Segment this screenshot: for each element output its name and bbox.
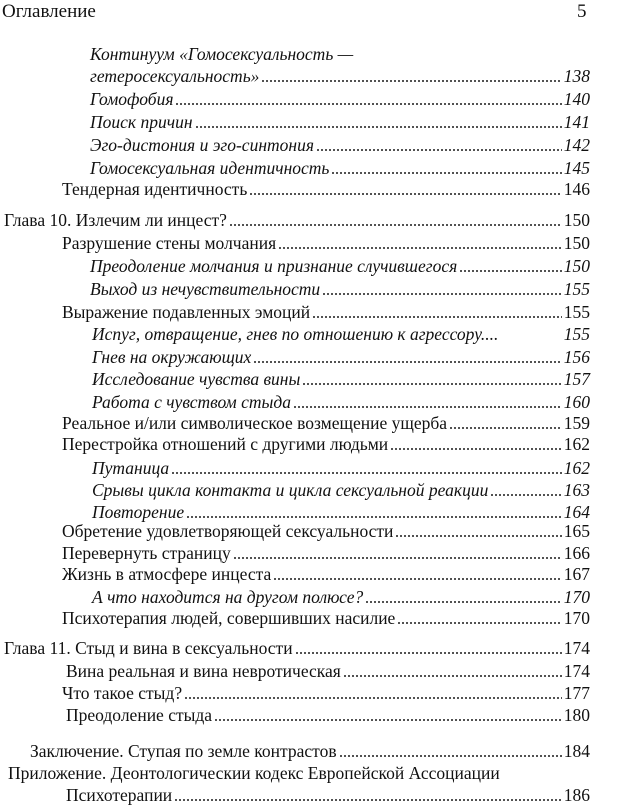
dot-leader <box>175 101 561 106</box>
toc-entry-title: Поиск причин <box>90 112 193 132</box>
toc-entry-title: Реальное и/или символическое возмещение ущерба <box>62 413 448 433</box>
toc-entry <box>66 659 590 683</box>
dot-leader <box>278 245 562 250</box>
toc-entry <box>62 519 590 543</box>
dot-leader <box>253 359 561 364</box>
toc-entry-page: 160 <box>563 392 590 412</box>
toc-entry-title: Что такое стыд? <box>62 683 183 703</box>
toc-entry-page: 166 <box>563 543 590 563</box>
toc-entry-title: Перевернуть страницу <box>62 543 231 563</box>
toc-entry-page: 184 <box>563 741 590 761</box>
toc-entry-page: 162 <box>563 458 590 478</box>
toc-entry-page: 157 <box>563 369 590 389</box>
toc-entry-title: Исследование чувства вины <box>92 369 301 389</box>
dot-leader <box>249 191 561 196</box>
toc-entry-page: 159 <box>563 413 590 433</box>
dot-leader <box>339 753 562 758</box>
toc-entry-title: Преодоление молчания и признание случившегося <box>90 256 458 276</box>
toc-entry <box>62 177 590 201</box>
toc-entry-page: 150 <box>563 256 590 276</box>
toc-entry-title: Приложение. Деонтологическии кодекс Европейской Ассоциации <box>8 763 500 783</box>
toc-entry-page: 140 <box>563 89 590 109</box>
toc-entry-page: 165 <box>563 521 590 541</box>
dot-leader <box>261 78 561 83</box>
dot-leader <box>233 555 562 560</box>
toc-entry-page: 174 <box>563 661 590 681</box>
toc-entry <box>90 87 590 111</box>
dot-leader <box>174 797 562 802</box>
dot-leader <box>449 425 562 430</box>
dot-leader <box>184 695 562 700</box>
toc-entry-title: Путаница <box>92 458 170 478</box>
page-number: 5 <box>577 1 587 22</box>
toc-entry <box>66 703 590 727</box>
toc-entry-page: 170 <box>563 587 590 607</box>
toc-entry <box>90 42 353 66</box>
toc-entry-title: Континуум «Гомосексуальность — <box>90 44 354 64</box>
toc-entry-title: Тендерная идентичность <box>62 179 248 199</box>
toc-entry <box>92 322 590 346</box>
toc-entry <box>92 367 590 391</box>
toc-entry <box>62 681 590 705</box>
toc-entry-title: Повторение <box>92 502 185 522</box>
toc-entry-title: Перестройка отношений с другими людьми <box>62 434 389 454</box>
toc-entry-page: 142 <box>563 135 590 155</box>
toc-entry-title: Глава 11. Стыд и вина в сексуальности <box>4 638 293 658</box>
toc-entry-page: 177 <box>563 683 590 703</box>
toc-entry <box>92 478 590 502</box>
toc-entry-page: 145 <box>563 158 590 178</box>
dot-leader <box>295 650 562 655</box>
dot-leader <box>490 492 561 497</box>
toc-entry-page: 167 <box>563 564 590 584</box>
dot-leader <box>390 446 562 451</box>
dot-leader <box>331 170 561 175</box>
toc-entry-title: Срывы цикла контакта и цикла сексуальной реакции <box>92 480 489 500</box>
toc-entry-title: Гомосексуальная идентичность <box>90 158 330 178</box>
toc-entry <box>90 254 590 278</box>
toc-entry-page: 150 <box>563 233 590 253</box>
toc-entry-page: 164 <box>563 502 590 522</box>
dot-leader <box>316 147 562 152</box>
dot-leader <box>302 381 561 386</box>
toc-entry-title: Обретение удовлетворяющей сексуальности <box>62 521 394 541</box>
toc-entry <box>8 761 500 785</box>
toc-entry-page: 156 <box>563 347 590 367</box>
toc-entry <box>90 64 590 88</box>
toc-entry-title: Выход из нечувствительности <box>90 279 321 299</box>
toc-entry <box>92 345 590 369</box>
toc-entry-page: 146 <box>563 179 590 199</box>
toc-entry-title: Работа с чувством стыда <box>92 392 291 412</box>
toc-entry-title: Эго-дистония и эго-синтония <box>90 135 314 155</box>
toc-entry <box>90 133 590 157</box>
toc-entry <box>66 783 590 807</box>
toc-entry-title: Разрушение стены молчания <box>62 233 277 253</box>
dot-leader <box>395 533 561 538</box>
dot-leader <box>214 717 562 722</box>
toc-entry-page: 170 <box>563 608 590 628</box>
toc-entry-title: Гнев на окружающих <box>92 347 252 367</box>
toc-entry <box>90 110 590 134</box>
toc-entry <box>4 208 590 232</box>
toc-entry-page: 155 <box>563 302 590 322</box>
running-header-title: Оглавление <box>2 1 96 22</box>
dot-leader <box>195 124 562 129</box>
toc-entry-page: 155 <box>563 324 590 344</box>
toc-entry-page: 186 <box>563 785 590 805</box>
dot-leader <box>365 599 562 604</box>
toc-entry-title: А что находится на другом полюсе? <box>92 587 364 607</box>
toc-entry-title: Преодоление стыда <box>66 705 213 725</box>
toc-entry-title: Заключение. Ступая по земле контрастов <box>30 741 337 761</box>
toc-entry <box>62 432 590 456</box>
toc-entry-page: 163 <box>563 480 590 500</box>
toc-entry-title: Жизнь в атмосфере инцеста <box>62 564 272 584</box>
dot-leader <box>293 404 562 409</box>
dot-leader <box>459 268 562 273</box>
toc-entry-page: 141 <box>563 112 590 132</box>
toc-entry-title: Выражение подавленных эмоций <box>62 302 311 322</box>
toc-entry-title: Глава 10. Излечим ли инцест? <box>4 210 227 230</box>
dot-leader <box>229 222 562 227</box>
toc-entry <box>92 456 590 480</box>
dot-leader <box>397 620 561 625</box>
toc-entry-page: 138 <box>563 66 590 86</box>
dot-leader <box>171 470 562 475</box>
dot-leader <box>343 673 562 678</box>
toc-entry <box>62 606 590 630</box>
toc-entry-page: 174 <box>563 638 590 658</box>
toc-entry <box>62 562 590 586</box>
dot-leader <box>500 336 561 341</box>
toc-entry-title: Вина реальная и вина невротическая <box>66 661 341 681</box>
dot-leader <box>312 314 562 319</box>
toc-entry <box>62 231 590 255</box>
toc-entry <box>30 739 590 763</box>
toc-entry-title: Испуг, отвращение, гнев по отношению к агрессору.... <box>92 324 499 344</box>
toc-entry-title: Гомофобия <box>90 89 174 109</box>
toc-entry <box>4 636 590 660</box>
toc-entry-title: Психотерапия людей, совершивших насилие <box>62 608 396 628</box>
toc-entry-page: 155 <box>563 279 590 299</box>
toc-entry <box>62 300 590 324</box>
toc-entry-page: 150 <box>563 210 590 230</box>
dot-leader <box>273 576 562 581</box>
toc-entry-title: Психотерапии <box>66 785 173 805</box>
toc-entry-page: 180 <box>563 705 590 725</box>
dot-leader <box>322 291 562 296</box>
toc-entry-page: 162 <box>563 434 590 454</box>
toc-entry-title: гетеросексуальность» <box>90 66 260 86</box>
toc-entry <box>90 277 590 301</box>
